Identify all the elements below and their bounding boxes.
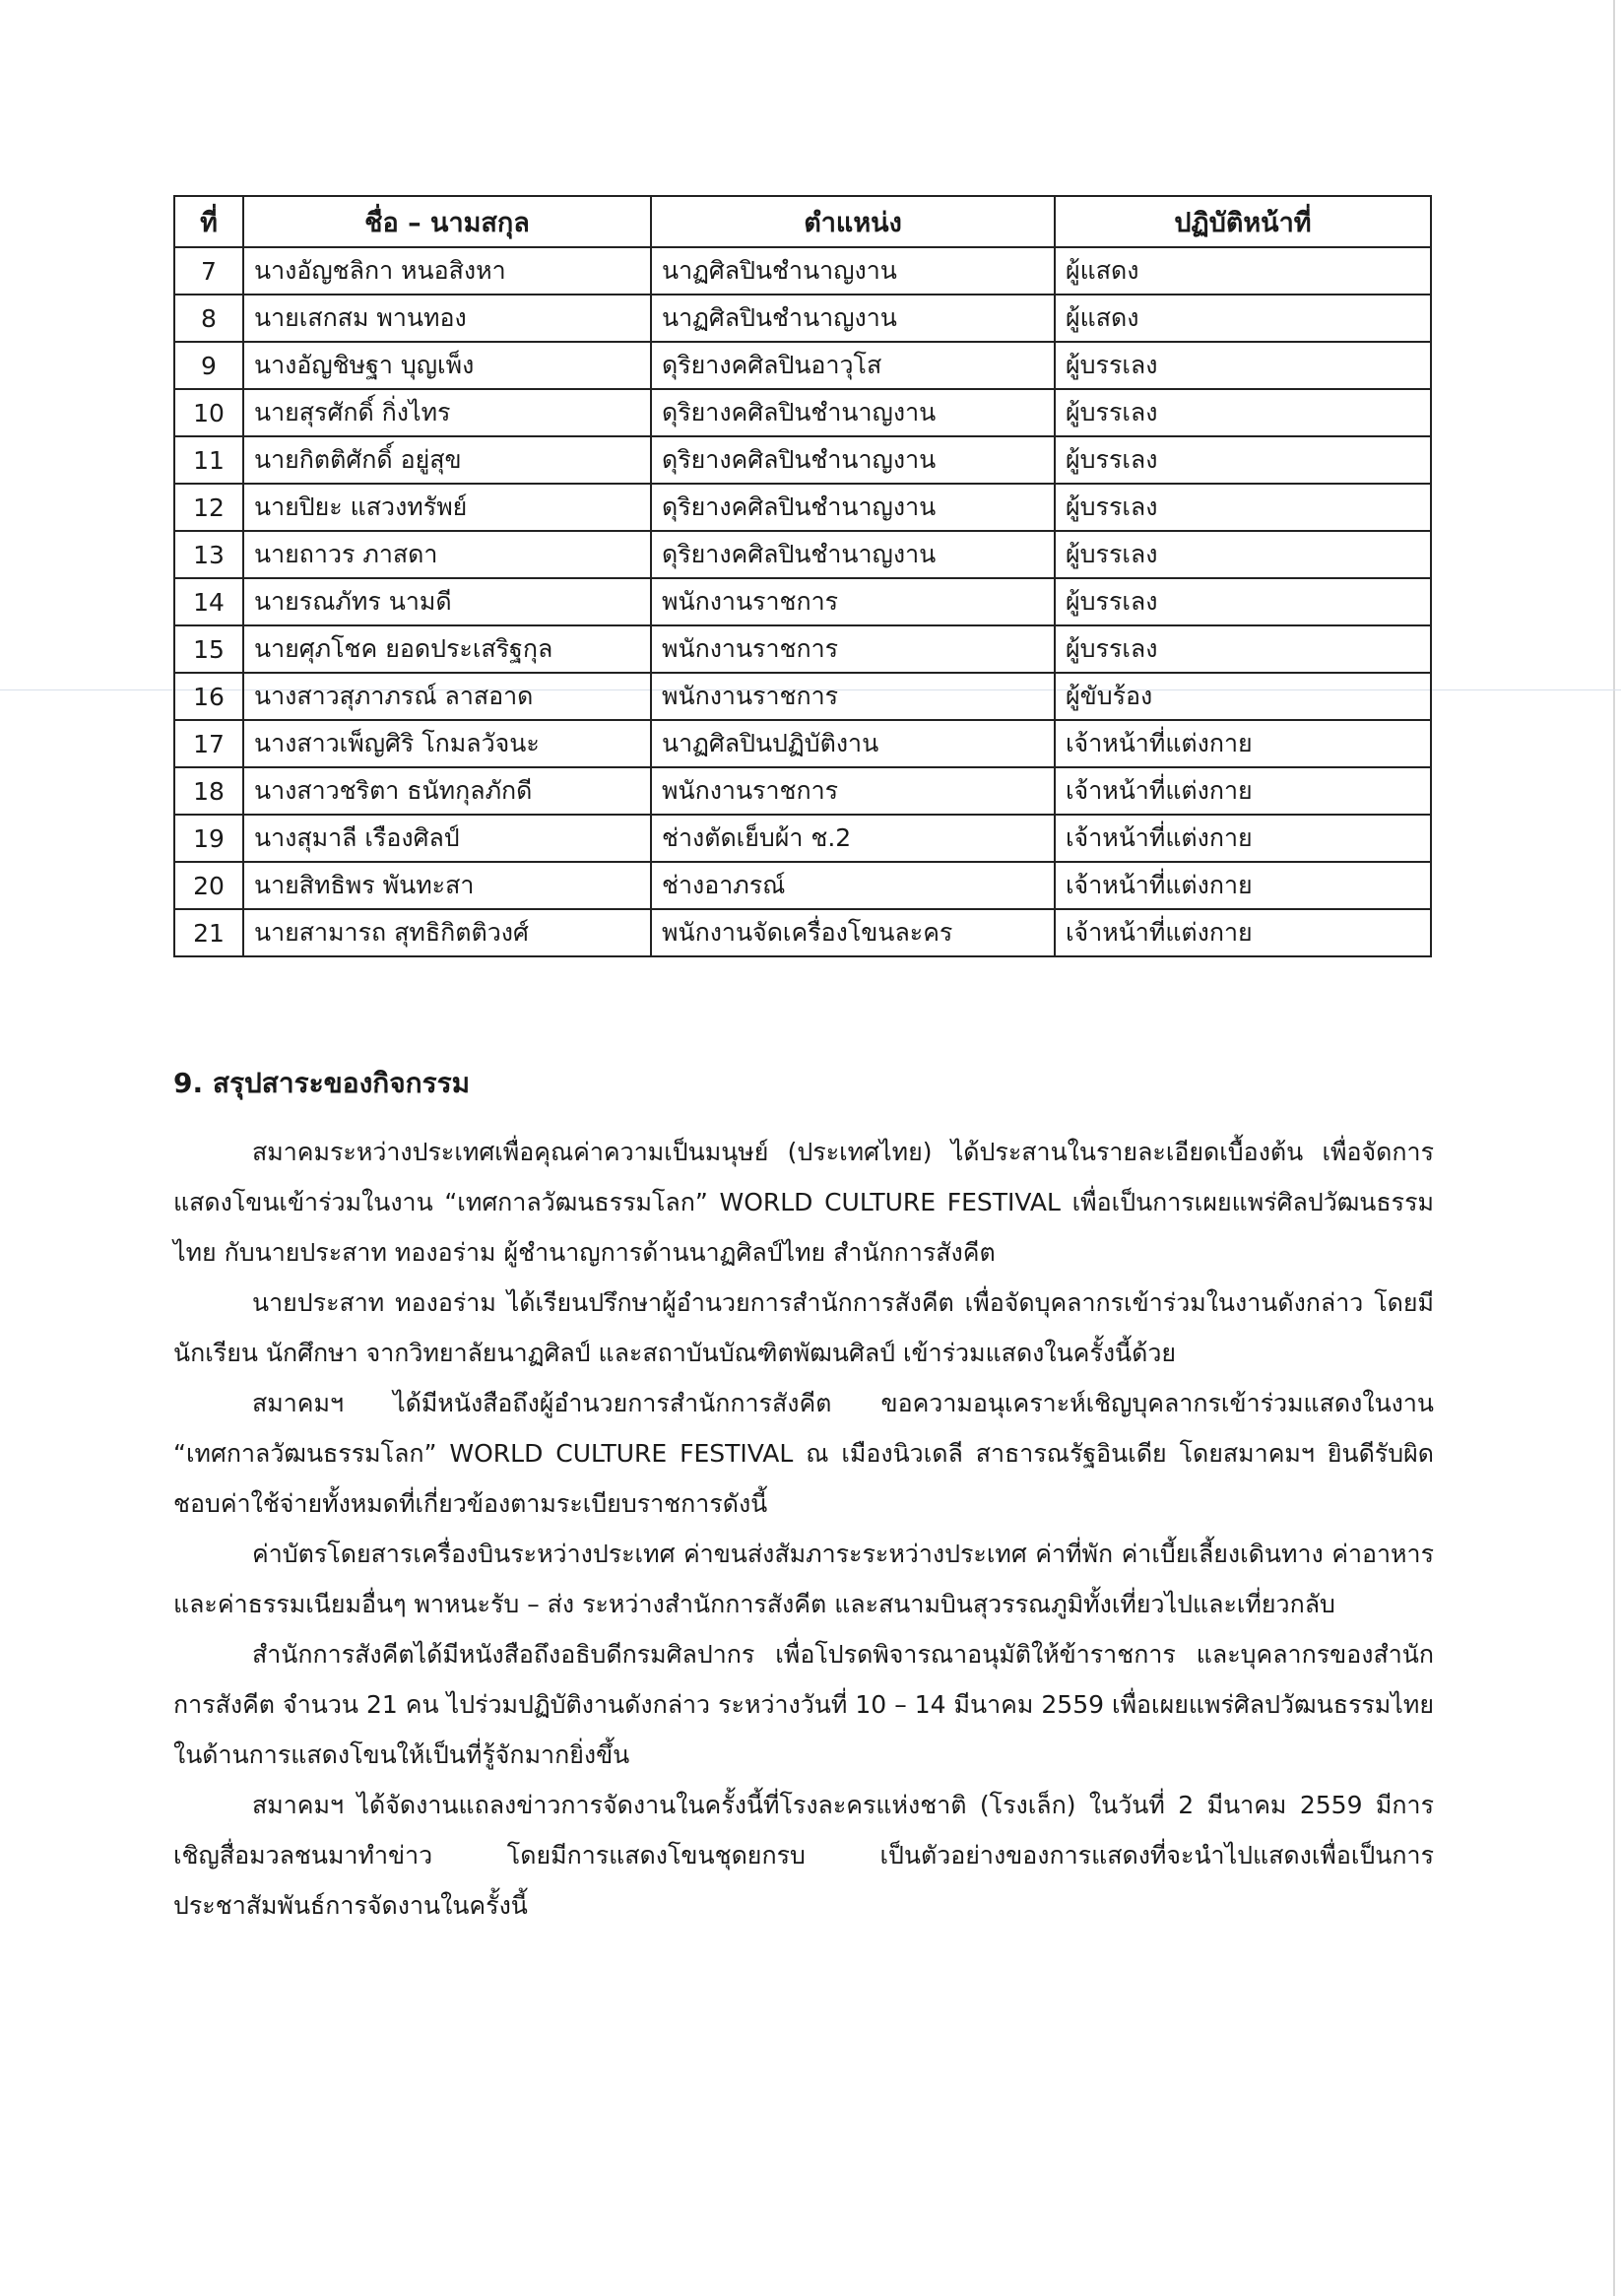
cell-position: ดุริยางคศิลปินชำนาญงาน	[651, 389, 1055, 436]
header-name: ชื่อ – นามสกุล	[243, 196, 651, 247]
cell-number: 18	[174, 767, 243, 815]
cell-position: นาฏศิลปินชำนาญงาน	[651, 295, 1055, 342]
cell-name: นางสาวเพ็ญศิริ โกมลวัจนะ	[243, 720, 651, 767]
cell-duty: เจ้าหน้าที่แต่งกาย	[1055, 767, 1431, 815]
cell-position: ช่างอาภรณ์	[651, 862, 1055, 909]
paragraph: สำนักการสังคีตได้มีหนังสือถึงอธิบดีกรมศิลปากร เพื่อโปรดพิจารณาอนุมัติให้ข้าราชการ และบุคลากรของสำนักการสังคีต จำนวน 21 คน ไปร่วมปฏิบัติงานดังกล่าว ระหว่างวันที่ 10 – 14 มีนาคม 2559 เพื่อเผยแพร่ศิลปวัฒนธรรมไทยในด้านการแสดงโขนให้เป็นที่รู้จักมากยิ่งขึ้น	[173, 1640, 1434, 1769]
table-row	[174, 862, 1431, 909]
cell-name: นางสาวสุภาภรณ์ ลาสอาด	[243, 673, 651, 720]
cell-duty: เจ้าหน้าที่แต่งกาย	[1055, 862, 1431, 909]
table-row	[174, 295, 1431, 342]
paragraph: นายประสาท ทองอร่าม ได้เรียนปรึกษาผู้อำนวยการสำนักการสังคีต เพื่อจัดบุคลากรเข้าร่วมในงานดังกล่าว โดยมีนักเรียน นักศึกษา จากวิทยาลัยนาฏศิลป์ และสถาบันบัณฑิตพัฒนศิลป์ เข้าร่วมแสดงในครั้งนี้ด้วย	[173, 1288, 1434, 1367]
cell-number: 12	[174, 484, 243, 531]
cell-number: 15	[174, 625, 243, 673]
cell-name: นายรณภัทร นามดี	[243, 578, 651, 625]
cell-position: ดุริยางคศิลปินชำนาญงาน	[651, 484, 1055, 531]
table-row	[174, 484, 1431, 531]
cell-duty: ผู้บรรเลง	[1055, 484, 1431, 531]
cell-position: ช่างตัดเย็บผ้า ช.2	[651, 815, 1055, 862]
table-body	[174, 247, 1431, 956]
cell-name: นายสุรศักดิ์ กิ่งไทร	[243, 389, 651, 436]
cell-number: 21	[174, 909, 243, 956]
cell-position: นาฏศิลปินชำนาญงาน	[651, 247, 1055, 295]
cell-duty: ผู้บรรเลง	[1055, 625, 1431, 673]
table-row	[174, 767, 1431, 815]
cell-position: ดุริยางคศิลปินชำนาญงาน	[651, 531, 1055, 578]
cell-duty: ผู้บรรเลง	[1055, 342, 1431, 389]
cell-duty: ผู้ขับร้อง	[1055, 673, 1431, 720]
cell-duty: เจ้าหน้าที่แต่งกาย	[1055, 720, 1431, 767]
cell-number: 7	[174, 247, 243, 295]
summary-section	[173, 1062, 1434, 1931]
cell-name: นายสิทธิพร พันทะสา	[243, 862, 651, 909]
cell-duty: ผู้บรรเลง	[1055, 436, 1431, 484]
cell-number: 10	[174, 389, 243, 436]
cell-name: นายถาวร ภาสดา	[243, 531, 651, 578]
paragraph: สมาคมระหว่างประเทศเพื่อคุณค่าความเป็นมนุษย์ (ประเทศไทย) ได้ประสานในรายละเอียดเบื้องต้น เพื่อจัดการแสดงโขนเข้าร่วมในงาน “เทศกาลวัฒนธรรมโลก” WORLD CULTURE FESTIVAL เพื่อเป็นการเผยแพร่ศิลปวัฒนธรรมไทย กับนายประสาท ทองอร่าม ผู้ชำนาญการด้านนาฏศิลป์ไทย สำนักการสังคีต	[173, 1138, 1434, 1267]
cell-duty: ผู้แสดง	[1055, 247, 1431, 295]
cell-duty: เจ้าหน้าที่แต่งกาย	[1055, 815, 1431, 862]
table-header-row	[174, 196, 1431, 247]
cell-number: 8	[174, 295, 243, 342]
cell-position: ดุริยางคศิลปินอาวุโส	[651, 342, 1055, 389]
cell-name: นางอัญชลิกา หนอสิงหา	[243, 247, 651, 295]
cell-name: นางสาวชริตา ธนัทกุลภักดี	[243, 767, 651, 815]
paragraph: ค่าบัตรโดยสารเครื่องบินระหว่างประเทศ ค่าขนส่งสัมภาระระหว่างประเทศ ค่าที่พัก ค่าเบี้ยเลี้ยงเดินทาง ค่าอาหาร และค่าธรรมเนียมอื่นๆ พาหนะรับ – ส่ง ระหว่างสำนักการสังคีต และสนามบินสุวรรณภูมิทั้งเที่ยวไปและเที่ยวกลับ	[173, 1540, 1434, 1618]
cell-duty: เจ้าหน้าที่แต่งกาย	[1055, 909, 1431, 956]
cell-position: ดุริยางคศิลปินชำนาญงาน	[651, 436, 1055, 484]
page-edge	[1613, 0, 1615, 2296]
cell-duty: ผู้แสดง	[1055, 295, 1431, 342]
cell-position: พนักงานราชการ	[651, 625, 1055, 673]
table-row	[174, 625, 1431, 673]
cell-duty: ผู้บรรเลง	[1055, 531, 1431, 578]
staff-table	[173, 195, 1432, 957]
cell-number: 20	[174, 862, 243, 909]
cell-position: พนักงานราชการ	[651, 767, 1055, 815]
header-duty: ปฏิบัติหน้าที่	[1055, 196, 1431, 247]
cell-number: 13	[174, 531, 243, 578]
cell-number: 16	[174, 673, 243, 720]
table-row	[174, 815, 1431, 862]
table-row	[174, 342, 1431, 389]
cell-number: 9	[174, 342, 243, 389]
header-position: ตำแหน่ง	[651, 196, 1055, 247]
table-row	[174, 673, 1431, 720]
cell-name: นางอัญชิษฐา บุญเพ็ง	[243, 342, 651, 389]
table-row	[174, 247, 1431, 295]
table-row	[174, 436, 1431, 484]
cell-name: นายปิยะ แสวงทรัพย์	[243, 484, 651, 531]
header-number: ที่	[174, 196, 243, 247]
cell-position: พนักงานจัดเครื่องโขนละคร	[651, 909, 1055, 956]
table-row	[174, 720, 1431, 767]
cell-duty: ผู้บรรเลง	[1055, 389, 1431, 436]
cell-number: 17	[174, 720, 243, 767]
paragraph: สมาคมฯ ได้มีหนังสือถึงผู้อำนวยการสำนักการสังคีต ขอความอนุเคราะห์เชิญบุคลากรเข้าร่วมแสดงในงาน “เทศกาลวัฒนธรรมโลก” WORLD CULTURE FESTIVAL ณ เมืองนิวเดลี สาธารณรัฐอินเดีย โดยสมาคมฯ ยินดีรับผิดชอบค่าใช้จ่ายทั้งหมดที่เกี่ยวข้องตามระเบียบราชการดังนี้	[173, 1389, 1434, 1518]
cell-number: 11	[174, 436, 243, 484]
cell-name: นายสามารถ สุทธิกิตติวงศ์	[243, 909, 651, 956]
table-row	[174, 909, 1431, 956]
cell-name: นายศุภโชค ยอดประเสริฐกุล	[243, 625, 651, 673]
cell-duty: ผู้บรรเลง	[1055, 578, 1431, 625]
section-heading: 9. สรุปสาระของกิจกรรม	[173, 1067, 471, 1099]
cell-name: นายกิตติศักดิ์ อยู่สุข	[243, 436, 651, 484]
cell-position: นาฏศิลปินปฏิบัติงาน	[651, 720, 1055, 767]
cell-name: นายเสกสม พานทอง	[243, 295, 651, 342]
table-row	[174, 389, 1431, 436]
cell-position: พนักงานราชการ	[651, 578, 1055, 625]
cell-number: 14	[174, 578, 243, 625]
table-row	[174, 578, 1431, 625]
paragraph: สมาคมฯ ได้จัดงานแถลงข่าวการจัดงานในครั้งนี้ที่โรงละครแห่งชาติ (โรงเล็ก) ในวันที่ 2 มีนาคม 2559 มีการเชิญสื่อมวลชนมาทำข่าว โดยมีการแสดงโขนชุดยกรบ เป็นตัวอย่างของการแสดงที่จะนำไปแสดงเพื่อเป็นการประชาสัมพันธ์การจัดงานในครั้งนี้	[173, 1791, 1434, 1920]
table-row	[174, 531, 1431, 578]
cell-name: นางสุมาลี เรืองศิลป์	[243, 815, 651, 862]
cell-number: 19	[174, 815, 243, 862]
cell-position: พนักงานราชการ	[651, 673, 1055, 720]
